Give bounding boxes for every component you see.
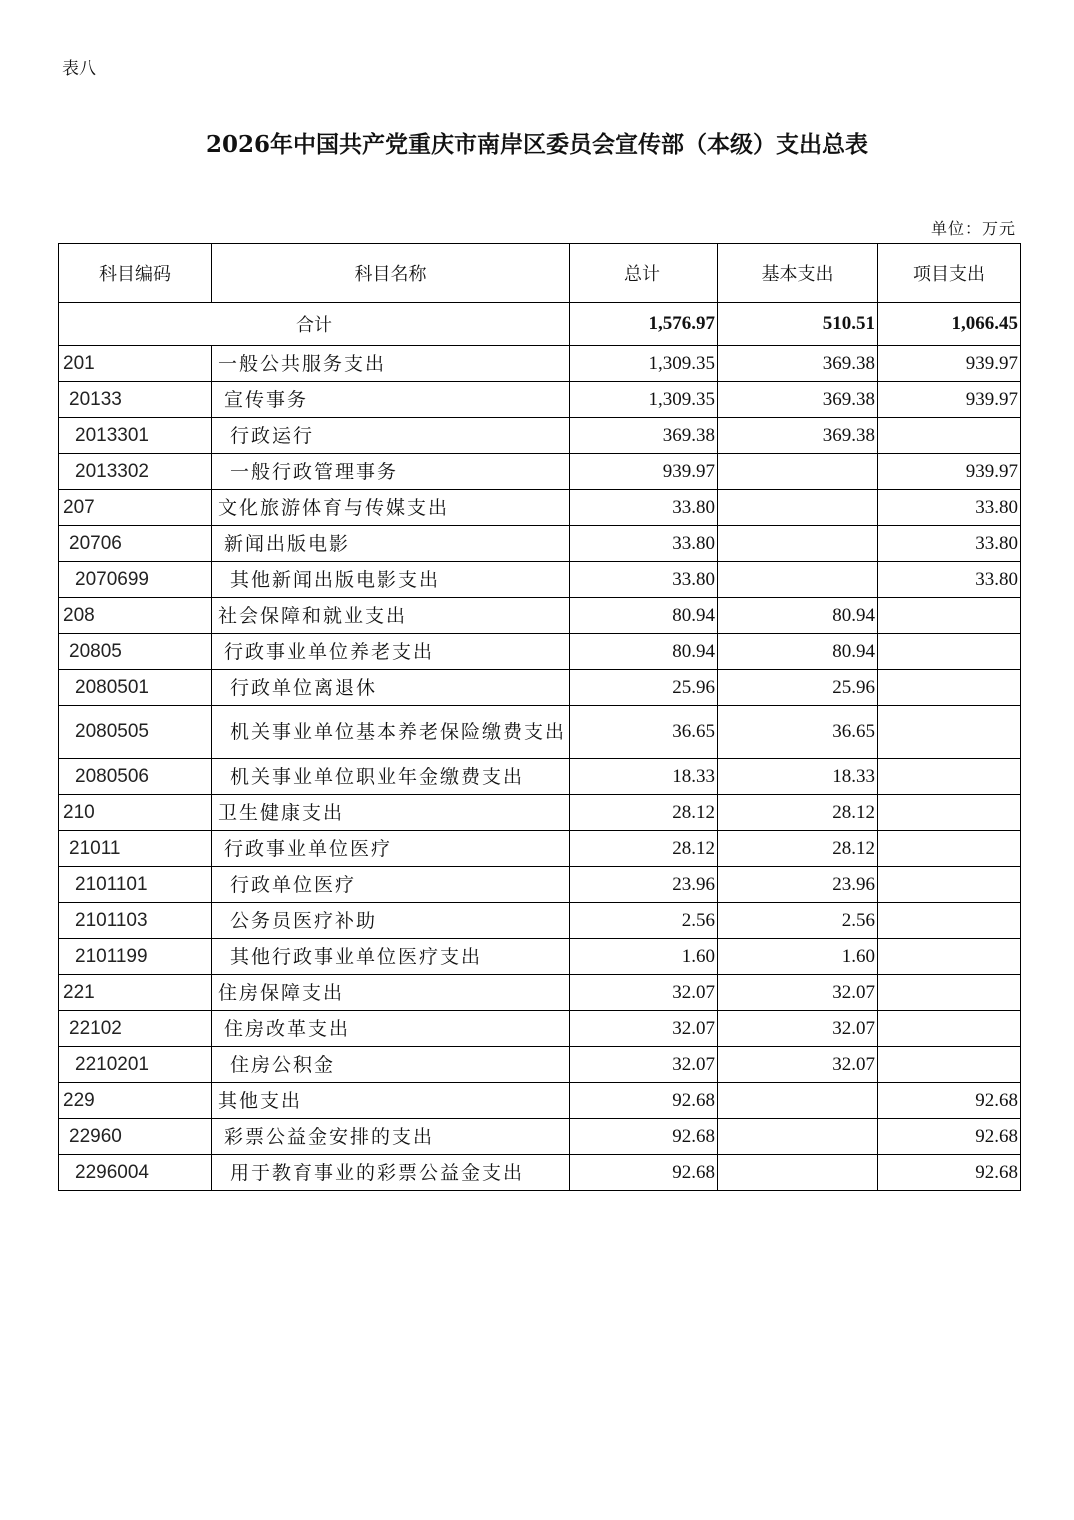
row-total: 32.07 <box>570 975 718 1011</box>
row-project: 939.97 <box>878 346 1021 382</box>
row-total: 1,309.35 <box>570 346 718 382</box>
row-name: 行政单位离退休 <box>212 670 570 706</box>
row-total: 25.96 <box>570 670 718 706</box>
row-project <box>878 939 1021 975</box>
row-total: 23.96 <box>570 867 718 903</box>
row-project: 33.80 <box>878 562 1021 598</box>
row-name: 住房保障支出 <box>212 975 570 1011</box>
row-name: 其他新闻出版电影支出 <box>212 562 570 598</box>
row-basic: 32.07 <box>718 975 878 1011</box>
row-project <box>878 795 1021 831</box>
row-basic: 18.33 <box>718 759 878 795</box>
row-basic: 369.38 <box>718 418 878 454</box>
unit-label: 单位：万元 <box>930 219 1016 238</box>
row-code: 21011 <box>59 831 212 867</box>
row-basic: 32.07 <box>718 1011 878 1047</box>
row-project <box>878 1047 1021 1083</box>
summary-label: 合计 <box>59 303 570 346</box>
row-code: 208 <box>59 598 212 634</box>
row-code: 2013301 <box>59 418 212 454</box>
row-total: 92.68 <box>570 1083 718 1119</box>
row-basic: 369.38 <box>718 382 878 418</box>
row-total: 33.80 <box>570 562 718 598</box>
row-project: 92.68 <box>878 1119 1021 1155</box>
row-project: 939.97 <box>878 454 1021 490</box>
row-basic <box>718 1155 878 1191</box>
row-name: 公务员医疗补助 <box>212 903 570 939</box>
row-code: 2080506 <box>59 759 212 795</box>
table-number: 表八 <box>62 59 96 79</box>
row-name: 文化旅游体育与传媒支出 <box>212 490 570 526</box>
row-code: 22102 <box>59 1011 212 1047</box>
table-row <box>59 670 1021 706</box>
row-name: 其他行政事业单位医疗支出 <box>212 939 570 975</box>
row-total: 92.68 <box>570 1119 718 1155</box>
row-total: 2.56 <box>570 903 718 939</box>
row-code: 20133 <box>59 382 212 418</box>
row-total: 92.68 <box>570 1155 718 1191</box>
row-basic <box>718 1119 878 1155</box>
row-project: 939.97 <box>878 382 1021 418</box>
row-project: 33.80 <box>878 490 1021 526</box>
table-row <box>59 598 1021 634</box>
row-code: 2070699 <box>59 562 212 598</box>
header-code: 科目编码 <box>59 244 212 303</box>
row-name: 彩票公益金安排的支出 <box>212 1119 570 1155</box>
table-row <box>59 382 1021 418</box>
row-project <box>878 634 1021 670</box>
row-basic <box>718 490 878 526</box>
table-row <box>59 346 1021 382</box>
table-row <box>59 975 1021 1011</box>
row-name: 用于教育事业的彩票公益金支出 <box>212 1155 570 1191</box>
row-name: 机关事业单位基本养老保险缴费支出 <box>212 706 570 759</box>
row-code: 22960 <box>59 1119 212 1155</box>
row-name: 行政事业单位医疗 <box>212 831 570 867</box>
row-project <box>878 903 1021 939</box>
row-basic: 369.38 <box>718 346 878 382</box>
row-code: 2080505 <box>59 706 212 759</box>
table-row <box>59 1119 1021 1155</box>
row-name: 一般公共服务支出 <box>212 346 570 382</box>
row-basic <box>718 562 878 598</box>
header-total: 总计 <box>570 244 718 303</box>
row-total: 80.94 <box>570 598 718 634</box>
row-total: 1,309.35 <box>570 382 718 418</box>
row-total: 33.80 <box>570 526 718 562</box>
row-basic: 32.07 <box>718 1047 878 1083</box>
row-name: 住房改革支出 <box>212 1011 570 1047</box>
row-code: 2013302 <box>59 454 212 490</box>
table-row <box>59 1047 1021 1083</box>
table-row <box>59 939 1021 975</box>
row-name: 卫生健康支出 <box>212 795 570 831</box>
row-project <box>878 759 1021 795</box>
table-row <box>59 706 1021 759</box>
summary-total: 1,576.97 <box>570 303 718 346</box>
row-basic: 1.60 <box>718 939 878 975</box>
row-project: 33.80 <box>878 526 1021 562</box>
row-total: 32.07 <box>570 1047 718 1083</box>
row-project: 92.68 <box>878 1083 1021 1119</box>
row-total: 939.97 <box>570 454 718 490</box>
row-total: 28.12 <box>570 831 718 867</box>
table-row <box>59 418 1021 454</box>
row-basic: 80.94 <box>718 634 878 670</box>
table-row <box>59 1011 1021 1047</box>
row-project <box>878 975 1021 1011</box>
row-basic: 28.12 <box>718 831 878 867</box>
row-total: 32.07 <box>570 1011 718 1047</box>
row-basic: 25.96 <box>718 670 878 706</box>
row-code: 2101103 <box>59 903 212 939</box>
row-name: 住房公积金 <box>212 1047 570 1083</box>
row-name: 一般行政管理事务 <box>212 454 570 490</box>
row-code: 229 <box>59 1083 212 1119</box>
summary-project: 1,066.45 <box>878 303 1021 346</box>
row-basic: 28.12 <box>718 795 878 831</box>
row-code: 2296004 <box>59 1155 212 1191</box>
row-project <box>878 418 1021 454</box>
row-code: 221 <box>59 975 212 1011</box>
table-row <box>59 759 1021 795</box>
row-project <box>878 670 1021 706</box>
row-total: 28.12 <box>570 795 718 831</box>
row-name: 其他支出 <box>212 1083 570 1119</box>
table-row <box>59 526 1021 562</box>
table-row <box>59 831 1021 867</box>
row-code: 207 <box>59 490 212 526</box>
row-total: 369.38 <box>570 418 718 454</box>
table-row <box>59 634 1021 670</box>
summary-row <box>59 303 1021 346</box>
row-basic: 80.94 <box>718 598 878 634</box>
row-basic <box>718 526 878 562</box>
summary-basic: 510.51 <box>718 303 878 346</box>
row-total: 80.94 <box>570 634 718 670</box>
row-name: 宣传事务 <box>212 382 570 418</box>
row-total: 36.65 <box>570 706 718 759</box>
row-name: 行政单位医疗 <box>212 867 570 903</box>
row-total: 18.33 <box>570 759 718 795</box>
row-code: 20805 <box>59 634 212 670</box>
row-name: 行政运行 <box>212 418 570 454</box>
table-row <box>59 903 1021 939</box>
table-row <box>59 454 1021 490</box>
row-project <box>878 831 1021 867</box>
table-row <box>59 795 1021 831</box>
row-name: 行政事业单位养老支出 <box>212 634 570 670</box>
row-name: 社会保障和就业支出 <box>212 598 570 634</box>
row-basic: 36.65 <box>718 706 878 759</box>
row-total: 33.80 <box>570 490 718 526</box>
row-basic: 2.56 <box>718 903 878 939</box>
row-code: 2101101 <box>59 867 212 903</box>
table-row <box>59 1083 1021 1119</box>
page-title: 2026年中国共产党重庆市南岸区委员会宣传部（本级）支出总表 <box>205 131 868 158</box>
header-basic: 基本支出 <box>718 244 878 303</box>
row-project: 92.68 <box>878 1155 1021 1191</box>
row-project <box>878 1011 1021 1047</box>
row-code: 2210201 <box>59 1047 212 1083</box>
row-code: 210 <box>59 795 212 831</box>
row-name: 新闻出版电影 <box>212 526 570 562</box>
table-row <box>59 1155 1021 1191</box>
table-row <box>59 490 1021 526</box>
row-project <box>878 598 1021 634</box>
table-header-row <box>59 244 1021 303</box>
row-code: 2080501 <box>59 670 212 706</box>
header-name: 科目名称 <box>212 244 570 303</box>
row-total: 1.60 <box>570 939 718 975</box>
row-name: 机关事业单位职业年金缴费支出 <box>212 759 570 795</box>
row-project <box>878 867 1021 903</box>
header-project: 项目支出 <box>878 244 1021 303</box>
table-row <box>59 562 1021 598</box>
row-basic <box>718 454 878 490</box>
row-code: 201 <box>59 346 212 382</box>
row-code: 20706 <box>59 526 212 562</box>
expenditure-table <box>58 243 1021 1191</box>
row-basic <box>718 1083 878 1119</box>
table-row <box>59 867 1021 903</box>
row-project <box>878 706 1021 759</box>
row-code: 2101199 <box>59 939 212 975</box>
row-basic: 23.96 <box>718 867 878 903</box>
